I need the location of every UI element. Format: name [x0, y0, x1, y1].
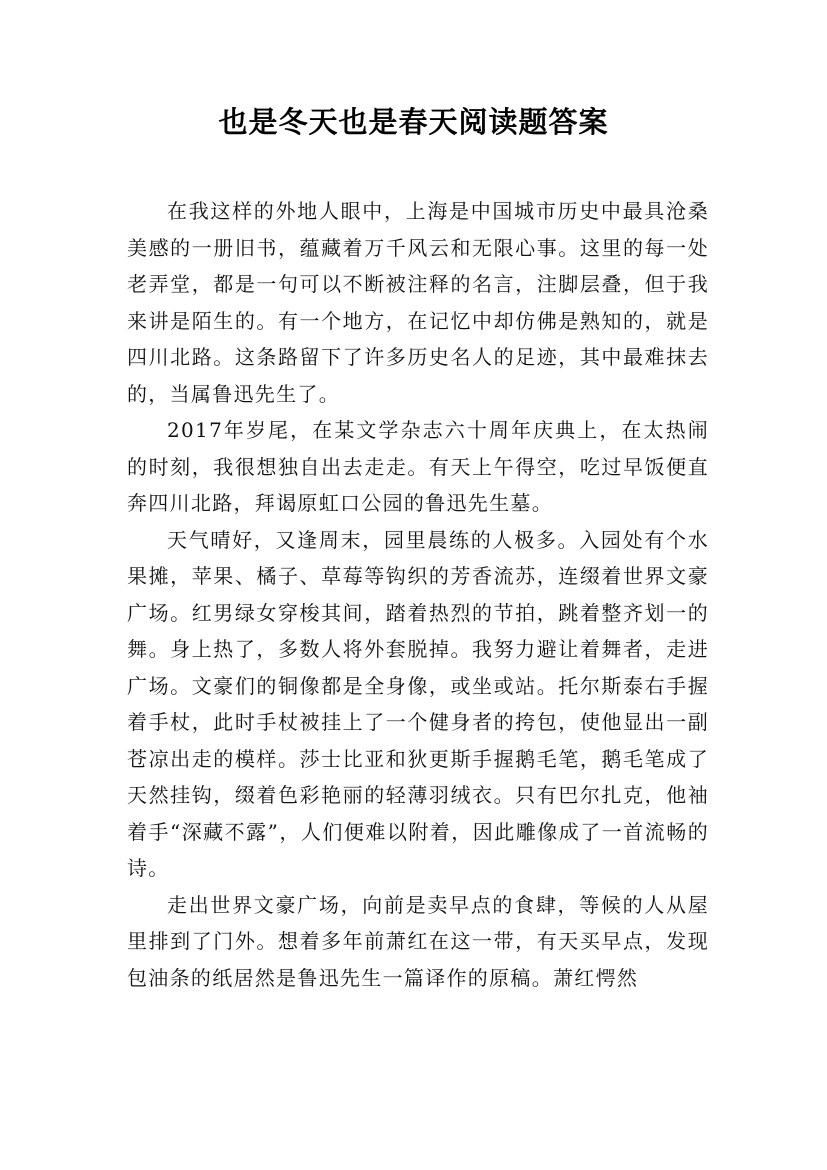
paragraph: 天气晴好，又逢周末，园里晨练的人极多。入园处有个水果摊，苹果、橘子、草莓等钩织的芳香流苏，连缀着世界文豪广场。红男绿女穿梭其间，踏着热烈的节拍，跳着整齐划一的舞。身上热了，多数人将外套脱掉。我努力避让着舞者，走进广场。文豪们的铜像都是全身像，或坐或站。托尔斯泰右手握着手杖，此时手杖被挂上了一个健身者的挎包，使他显出一副苍凉出走的模样。莎士比亚和狄更斯手握鹅毛笔，鹅毛笔成了天然挂钩，缀着色彩艳丽的轻薄羽绒衣。只有巴尔扎克，他袖着手“深藏不露”，人们便难以附着，因此雕像成了一首流畅的诗。: [127, 527, 709, 880]
paragraph: 2017年岁尾，在某文学杂志六十周年庆典上，在太热闹的时刻，我很想独自出去走走。有天上午得空，吃过早饭便直奔四川北路，拜谒原虹口公园的鲁迅先生墓。: [127, 418, 709, 515]
paragraph: 在我这样的外地人眼中，上海是中国城市历史中最具沧桑美感的一册旧书，蕴藏着万千风云和无限心事。这里的每一处老弄堂，都是一句可以不断被注释的名言，注脚层叠，但于我来讲是陌生的。有一个地方，在记忆中却仿佛是熟知的，就是四川北路。这条路留下了许多历史名人的足迹，其中最难抹去的，当属鲁迅先生了。: [127, 199, 709, 406]
document-body: [127, 193, 709, 996]
paragraph: 走出世界文豪广场，向前是卖早点的食肆，等候的人从屋里排到了门外。想着多年前萧红在这一带，有天买早点，发现包油条的纸居然是鲁迅先生一篇译作的原稿。萧红愕然: [127, 892, 709, 990]
document-title: 也是冬天也是春天阅读题答案: [218, 105, 609, 139]
